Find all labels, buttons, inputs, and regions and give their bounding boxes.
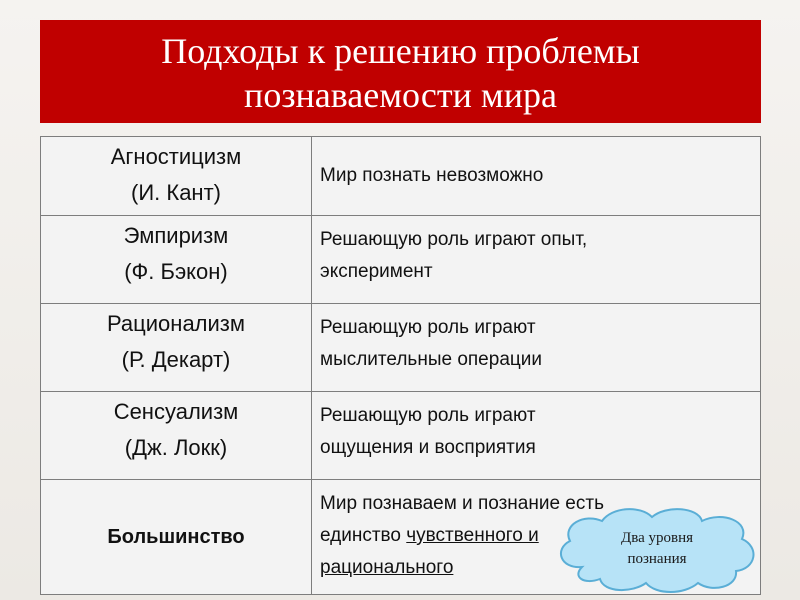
approach-cell	[41, 392, 312, 480]
description-line-1: Решающую роль играют	[320, 405, 536, 426]
approach-name: Рационализм	[106, 311, 246, 336]
approach-cell	[41, 216, 312, 304]
description-cell	[312, 216, 761, 304]
majority-underlined-2: рационального	[320, 557, 454, 578]
cloud-callout	[552, 505, 762, 595]
title-line-2: познаваемости мира	[244, 74, 557, 115]
majority-label-cell	[41, 480, 312, 595]
description-cell	[312, 137, 761, 216]
description-text: Мир познать невозможно	[320, 165, 544, 186]
slide-title	[40, 20, 761, 123]
description-cell	[312, 392, 761, 480]
description-cell	[312, 304, 761, 392]
approach-name: Сенсуализм	[113, 399, 239, 424]
approach-cell	[41, 304, 312, 392]
majority-underlined-1: чувственного и	[406, 525, 539, 546]
approach-name: Эмпиризм	[123, 223, 229, 248]
approach-author: (Дж. Локк)	[124, 435, 228, 460]
description-line-2: эксперимент	[320, 261, 433, 282]
approach-name: Агностицизм	[110, 144, 242, 169]
description-line-1: Решающую роль играют опыт,	[320, 229, 588, 250]
approach-cell	[41, 137, 312, 216]
cloud-text	[552, 528, 762, 570]
description-line-2: мыслительные операции	[320, 349, 542, 370]
title-line-1: Подходы к решению проблемы	[161, 30, 640, 71]
majority-line-1: Мир познаваем и познание есть	[320, 493, 604, 514]
majority-label: Большинство	[107, 526, 245, 548]
majority-line-2: единство	[320, 525, 407, 546]
description-line-1: Решающую роль играют	[320, 317, 536, 338]
table-row	[41, 137, 761, 216]
approach-author: (Р. Декарт)	[121, 347, 231, 372]
table-row	[41, 392, 761, 480]
cloud-line-1: Два уровня	[620, 530, 694, 546]
approach-author: (И. Кант)	[131, 180, 221, 205]
table-row	[41, 304, 761, 392]
cloud-line-2: познания	[627, 551, 687, 567]
table-row	[41, 216, 761, 304]
description-line-2: ощущения и восприятия	[320, 437, 536, 458]
approach-author: (Ф. Бэкон)	[124, 259, 228, 284]
